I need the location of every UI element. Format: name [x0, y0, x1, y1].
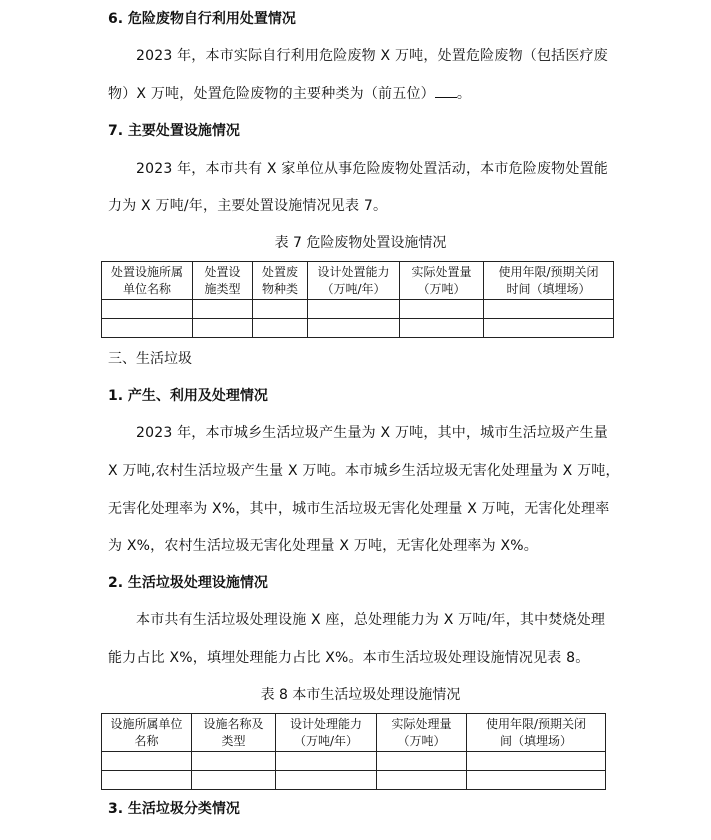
table-cell — [276, 752, 377, 771]
table-7-header-cell: 实际处置量 （万吨） — [400, 262, 484, 300]
table-8-header-cell: 实际处理量 （万吨） — [377, 714, 467, 752]
s6-para-line-1: 2023 年，本市实际自行利用危险废物 X 万吨，处置危险废物（包括医疗废 — [136, 48, 608, 64]
s6-para-end: 。 — [456, 86, 472, 102]
table-7-caption: 表 7 危险废物处置设施情况 — [274, 235, 447, 251]
s32-line-2: 能力占比 X%，填埋处理能力占比 X%。本市生活垃圾处理设施情况见表 8。 — [108, 650, 590, 666]
section-6-heading: 6. 危险废物自行利用处置情况 — [108, 11, 296, 27]
table-cell — [467, 771, 606, 790]
table-cell — [102, 771, 192, 790]
table-8-header-cell: 设施名称及 类型 — [192, 714, 276, 752]
table-row — [102, 752, 606, 771]
table-cell — [400, 300, 484, 319]
section-7-heading: 7. 主要处置设施情况 — [108, 123, 240, 139]
table-cell — [484, 300, 614, 319]
table-cell — [253, 319, 308, 338]
table-8-header-row — [102, 714, 606, 752]
table-cell — [102, 752, 192, 771]
s32-line-1: 本市共有生活垃圾处理设施 X 座，总处理能力为 X 万吨/年，其中焚烧处理 — [136, 612, 606, 628]
table-cell — [400, 319, 484, 338]
table-8-header-cell: 使用年限/预期关闭 间（填埋场） — [467, 714, 606, 752]
table-8-header-cell: 设施所属单位 名称 — [102, 714, 192, 752]
section-3-2-heading: 2. 生活垃圾处理设施情况 — [108, 575, 268, 591]
table-cell — [102, 300, 193, 319]
table-row — [102, 300, 614, 319]
s6-para-line-2-text: 物）X 万吨，处置危险废物的主要种类为（前五位） — [108, 86, 435, 102]
s7-para-line-2: 力为 X 万吨/年，主要处置设施情况见表 7。 — [108, 198, 388, 214]
table-cell — [192, 752, 276, 771]
table-cell — [377, 752, 467, 771]
table-cell — [484, 319, 614, 338]
table-7-header-cell: 设计处置能力 （万吨/年） — [308, 262, 400, 300]
table-7-header-cell: 使用年限/预期关闭 时间（填埋场） — [484, 262, 614, 300]
table-cell — [308, 300, 400, 319]
table-7-header-row — [102, 262, 614, 300]
table-cell — [276, 771, 377, 790]
table-8-header-cell: 设计处理能力 （万吨/年） — [276, 714, 377, 752]
fill-in-blank — [435, 85, 457, 98]
table-cell — [193, 319, 253, 338]
table-row — [102, 771, 606, 790]
table-cell — [193, 300, 253, 319]
table-8-caption: 表 8 本市生活垃圾处理设施情况 — [260, 687, 461, 703]
s31-line-2: X 万吨,农村生活垃圾产生量 X 万吨。本市城乡生活垃圾无害化处理量为 X 万吨， — [108, 463, 620, 479]
table-cell — [308, 319, 400, 338]
table-cell — [253, 300, 308, 319]
table-7 — [101, 261, 614, 338]
table-cell — [192, 771, 276, 790]
s6-para-line-2 — [108, 85, 471, 103]
table-8 — [101, 713, 606, 790]
s31-line-1: 2023 年，本市城乡生活垃圾产生量为 X 万吨，其中，城市生活垃圾产生量 — [136, 425, 608, 441]
s31-line-4: 为 X%，农村生活垃圾无害化处理量 X 万吨，无害化处理率为 X%。 — [108, 538, 538, 554]
part-3-heading: 三、生活垃圾 — [108, 351, 192, 367]
section-3-1-heading: 1. 产生、利用及处理情况 — [108, 388, 268, 404]
table-7-header-cell: 处置设 施类型 — [193, 262, 253, 300]
s31-line-3: 无害化处理率为 X%，其中，城市生活垃圾无害化处理量 X 万吨，无害化处理率 — [108, 501, 610, 517]
section-3-3-heading: 3. 生活垃圾分类情况 — [108, 801, 240, 817]
table-7-header-cell: 处置设施所属 单位名称 — [102, 262, 193, 300]
table-cell — [102, 319, 193, 338]
table-cell — [377, 771, 467, 790]
table-cell — [467, 752, 606, 771]
table-7-header-cell: 处置废 物种类 — [253, 262, 308, 300]
s7-para-line-1: 2023 年，本市共有 X 家单位从事危险废物处置活动，本市危险废物处置能 — [136, 161, 608, 177]
table-row — [102, 319, 614, 338]
